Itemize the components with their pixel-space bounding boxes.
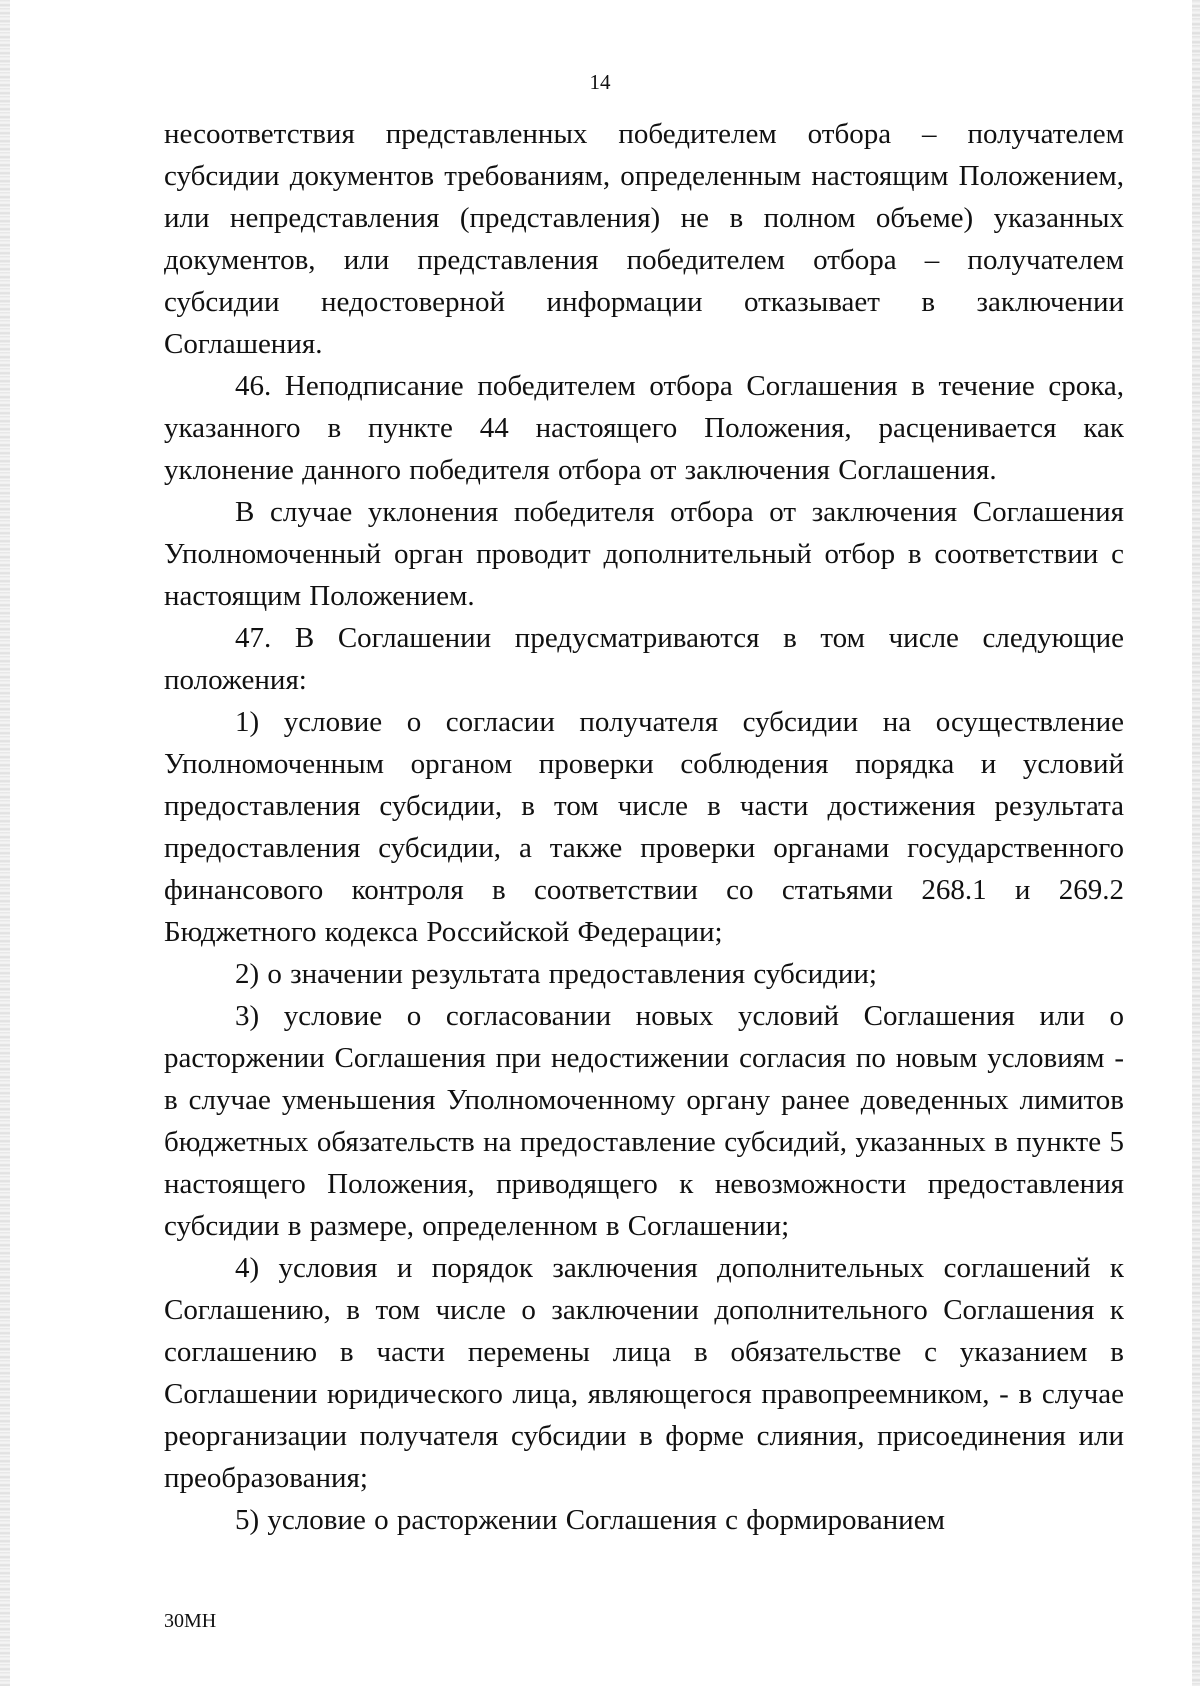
document-body (164, 113, 1124, 1541)
scan-edge-right (1192, 0, 1200, 1686)
list-item-2: 2) о значении результата предоставления субсидии; (235, 958, 877, 990)
paragraph-47: 47. В Соглашении предусматриваются в том числе следующие положения: (164, 622, 1124, 696)
list-item-1: 1) условие о согласии получателя субсидии на осуществление Уполномоченным органом проверки соблюдения порядка и условий предоставления субсидии, в том числе в части достижения результата предоставления субсидии, а также проверки органами государственного финансового контроля в соответствии со статьями 268.1 и 269.2 Бюджетного кодекса Российской Федерации; (164, 706, 1124, 948)
scan-edge-left (0, 0, 10, 1686)
paragraph-46-evasion: В случае уклонения победителя отбора от заключения Соглашения Уполномоченный орган проводит дополнительный отбор в соответствии с настоящим Положением. (164, 496, 1124, 612)
list-item-3: 3) условие о согласовании новых условий Соглашения или о расторжении Соглашения при недостижении согласия по новым условиям - в случае уменьшения Уполномоченному органу ранее доведенных лимитов бюджетных обязательств на предоставление субсидий, указанных в пункте 5 настоящего Положения, приводящего к невозможности предоставления субсидии в размере, определенном в Соглашении; (164, 1000, 1124, 1242)
list-item-5: 5) условие о расторжении Соглашения с формированием (235, 1504, 945, 1536)
paragraph-46: 46. Неподписание победителем отбора Соглашения в течение срока, указанного в пункте 44 настоящего Положения, расценивается как уклонение данного победителя отбора от заключения Соглашения. (164, 370, 1124, 486)
paragraph-continuation: несоответствия представленных победителем отбора – получателем субсидии документов требованиям, определенным настоящим Положением, или непредставления (представления) не в полном объеме) указанных документов, или представления победителем отбора – получателем субсидии недостоверной информации отказывает в заключении Соглашения. (164, 118, 1124, 360)
list-item-4: 4) условия и порядок заключения дополнительных соглашений к Соглашению, в том числе о заключении дополнительного Соглашения к соглашению в части перемены лица в обязательстве с указанием в Соглашении юридического лица, являющегося правопреемником, - в случае реорганизации получателя субсидии в форме слияния, присоединения или преобразования; (164, 1252, 1124, 1494)
footer-code: 30МН (164, 1610, 217, 1632)
page-number: 14 (589, 70, 611, 94)
